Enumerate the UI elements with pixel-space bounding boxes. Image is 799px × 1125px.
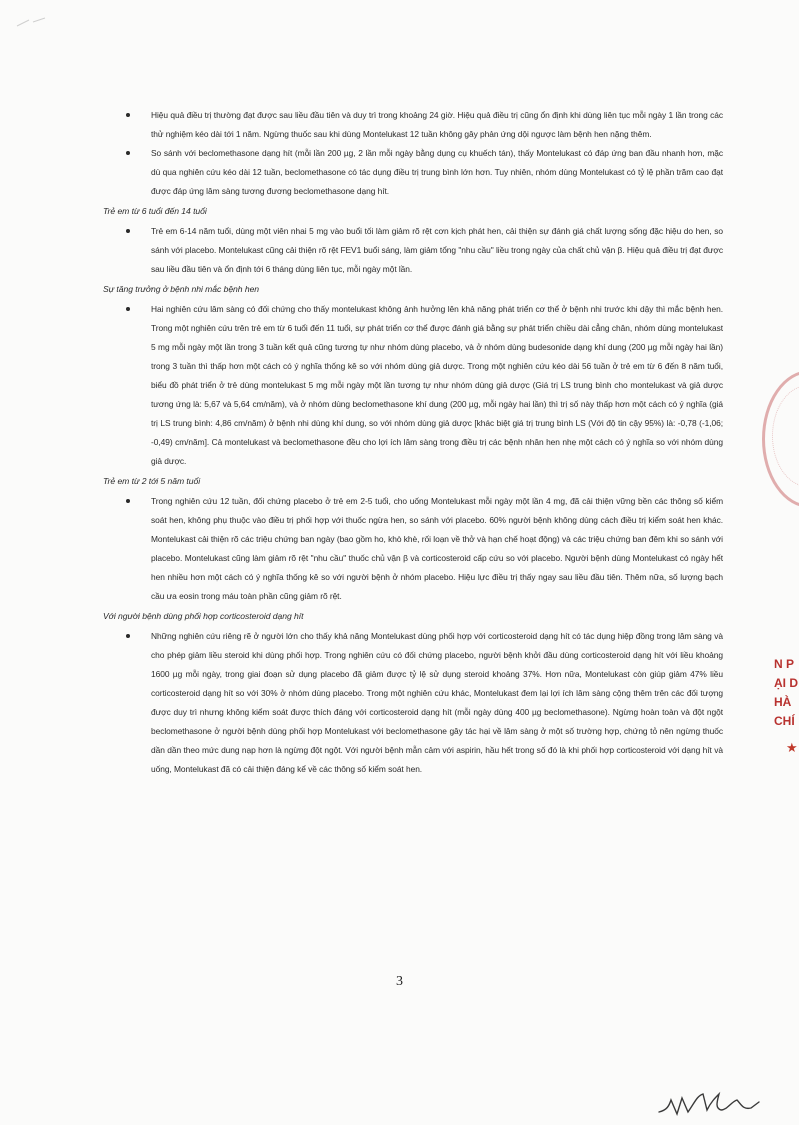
document-body xyxy=(103,106,723,779)
section-heading: Trẻ em từ 2 tới 5 năm tuổi xyxy=(103,476,201,486)
page-number: 3 xyxy=(396,974,403,989)
bullet-dot-icon xyxy=(126,307,130,311)
bullet-paragraph xyxy=(103,222,723,279)
scan-corner-mark xyxy=(15,12,55,37)
bullet-dot-icon xyxy=(126,151,130,155)
bullet-text: Những nghiên cứu riêng rẽ ở người lớn cho thấy khả năng Montelukast dùng phối hợp với corticosteroid dạng hít có tác dụng hiệp đồng trong lâm sàng và cho phép giảm liều steroid khi dùng phối hợp. Trong nghiên cứu có đối chứng placebo, người bệnh khởi đầu dùng corticosteroid dạng hít với liều khoảng 1600 µg mỗi ngày, trong giai đoạn sử dụng placebo đã giảm được tỷ lệ sử dụng steroid khoảng 37%. Hơn nữa, Montelukast còn giúp giảm 47% liều corticosteroid dạng hít so với 30% ở nhóm dùng placebo. Trong một nghiên cứu khác, Montelukast đem lại lợi ích lâm sàng cộng thêm trên các đối tượng được duy trì nhưng không kiểm soát được thích đáng với corticosteroid dạng hít (mỗi ngày dùng 400 µg beclomethasone). Ngừng hoàn toàn và đột ngột beclomethasone ở người bệnh dùng phối hợp Montelukast với beclomethasone gây tác hại về lâm sàng ở một số trường hợp, chứng tỏ nên ngừng thuốc dần dần theo mức dung nạp hơn là ngừng đột ngột. Với người bệnh mẫn cảm với aspirin, hầu hết trong số đó là khi phối hợp corticosteroid với dạng hít và uống, Montelukast đã có cải thiện đáng kể về các thông số kiểm soát hen. xyxy=(151,631,723,774)
bullet-paragraph xyxy=(103,144,723,201)
bullet-dot-icon xyxy=(126,113,130,117)
bullet-text: So sánh với beclomethasone dạng hít (mỗi lần 200 µg, 2 lần mỗi ngày bằng dụng cụ khuếch tán), thấy Montelukast có đáp ứng ban đầu nhanh hơn, mặc dù qua nghiên cứu kéo dài 12 tuần, beclomethasone có tác dụng điều trị trung bình lớn hơn. Tuy nhiên, nhóm dùng Montelukast có tỷ lệ phần trăm cao đạt được đáp ứng lâm sàng tương đương beclomethasone dạng hít. xyxy=(151,148,723,196)
stamp-line: CHÍ xyxy=(774,714,795,728)
bullet-dot-icon xyxy=(126,229,130,233)
bullet-paragraph xyxy=(103,106,723,144)
bullet-paragraph xyxy=(103,300,723,471)
approval-stamp-fragment xyxy=(774,655,798,731)
bullet-text: Hiệu quả điều trị thường đạt được sau liều đầu tiên và duy trì trong khoảng 24 giờ. Hiệu quả điều trị cũng ổn định khi dùng liên tục mỗi ngày 1 lần trong các thử nghiệm kéo dài tới 1 năm. Ngừng thuốc sau khi dùng Montelukast 12 tuần không gây phản ứng dội ngược làm bệnh hen nặng thêm. xyxy=(151,110,723,139)
bullet-dot-icon xyxy=(126,499,130,503)
stamp-line: HÀ xyxy=(774,695,792,709)
bullet-dot-icon xyxy=(126,634,130,638)
section-heading: Với người bệnh dùng phối hợp corticosteroid dạng hít xyxy=(103,611,304,621)
stamp-line: ẠI D xyxy=(774,676,798,690)
bullet-paragraph xyxy=(103,492,723,606)
handwritten-signature xyxy=(655,1080,765,1125)
bullet-text: Hai nghiên cứu lâm sàng có đối chứng cho thấy montelukast không ảnh hưởng lên khả năng phát triển cơ thể ở bệnh nhi trước khi dậy thì mắc bệnh hen. Trong một nghiên cứu trên trẻ em từ 6 tuổi đến 11 tuổi, sự phát triển cơ thể được đánh giá bằng sự phát triển chiều dài cẳng chân, nhóm dùng montelukast 5 mg mỗi ngày một lần trong 3 tuần kết quả cũng tương tự như nhóm dùng placebo, và ở nhóm dùng budesonide dạng khí dung (200 µg mỗi ngày hai lần) trong 3 tuần thì thấp hơn một cách có ý nghĩa thống kê so với nhóm dùng giả dược. Trong một nghiên cứu kéo dài 56 tuần ở trẻ em từ 6 đến 8 năm tuổi, biểu đồ phát triển ở trẻ dùng montelukast 5 mg mỗi ngày một lần tương tự như nhóm dùng giả dược (Giá trị LS trung bình cho montelukast và giả dược tương ứng là: 5,67 và 5,64 cm/năm), và ở nhóm dùng beclomethasone khí dung (200 µg, mỗi ngày hai lần) thì trị số này thấp hơn một cách có ý nghĩa (giá trị LS trung bình: 4,86 cm/năm) ở bệnh nhi dùng khí dung, so với nhóm dùng giả dược [khác biệt giá trị trung bình LS (Với độ tin cậy 95%) là: -0,78 (-1,06; -0,49) cm/năm]. Cả montelukast và beclomethasone đều cho lợi ích lâm sàng trong điều trị các bệnh nhân hen nhẹ một cách có ý nghĩa so với nhóm dùng giả dược. xyxy=(151,304,723,466)
bullet-text: Trẻ em 6-14 năm tuổi, dùng một viên nhai 5 mg vào buổi tối làm giảm rõ rệt cơn kịch phát hen, cải thiện sự đánh giá chất lượng sống đặc hiệu do hen, so sánh với placebo. Montelukast cũng cải thiện rõ rệt FEV1 buổi sáng, làm giảm tổng "nhu cầu" liều trong ngày của chất chủ vận β. Hiệu quả điều trị đạt được sau liều đầu tiên và ổn định tới 6 tháng dùng liên tục, mỗi ngày một lần. xyxy=(151,226,723,274)
section-heading: Sự tăng trưởng ở bệnh nhi mắc bệnh hen xyxy=(103,284,260,294)
bullet-text: Trong nghiên cứu 12 tuần, đối chứng placebo ở trẻ em 2-5 tuổi, cho uống Montelukast mỗi ngày một lần 4 mg, đã cải thiện vững bền các thông số kiểm soát hen, không phụ thuộc vào điều trị phối hợp với thuốc ngừa hen, so sánh với placebo. 60% người bệnh không dùng cách điều trị kiểm soát hen khác. Montelukast cải thiện rõ các triệu chứng ban ngày (bao gồm ho, khò khè, rối loạn về thở và hạn chế hoạt động) và các triệu chứng ban đêm khi so sánh với placebo. Montelukast cũng làm giảm rõ rệt "nhu cầu" thuốc chủ vận β và corticosteroid cấp cứu so với placebo. Người bệnh dùng Montelukast có ngày hết hen nhiều hơn một cách có ý nghĩa thống kê so với người bệnh ở nhóm placebo. Hiệu lực điều trị thấy ngay sau liều đầu tiên. Thêm nữa, số lượng bạch cầu ưa eosin trong máu toàn phần cũng giảm rõ rệt. xyxy=(151,496,723,601)
stamp-star-icon: ★ xyxy=(786,740,798,755)
stamp-line: N P xyxy=(774,657,795,671)
bullet-paragraph xyxy=(103,627,723,779)
section-heading: Trẻ em từ 6 tuổi đến 14 tuổi xyxy=(103,206,207,216)
